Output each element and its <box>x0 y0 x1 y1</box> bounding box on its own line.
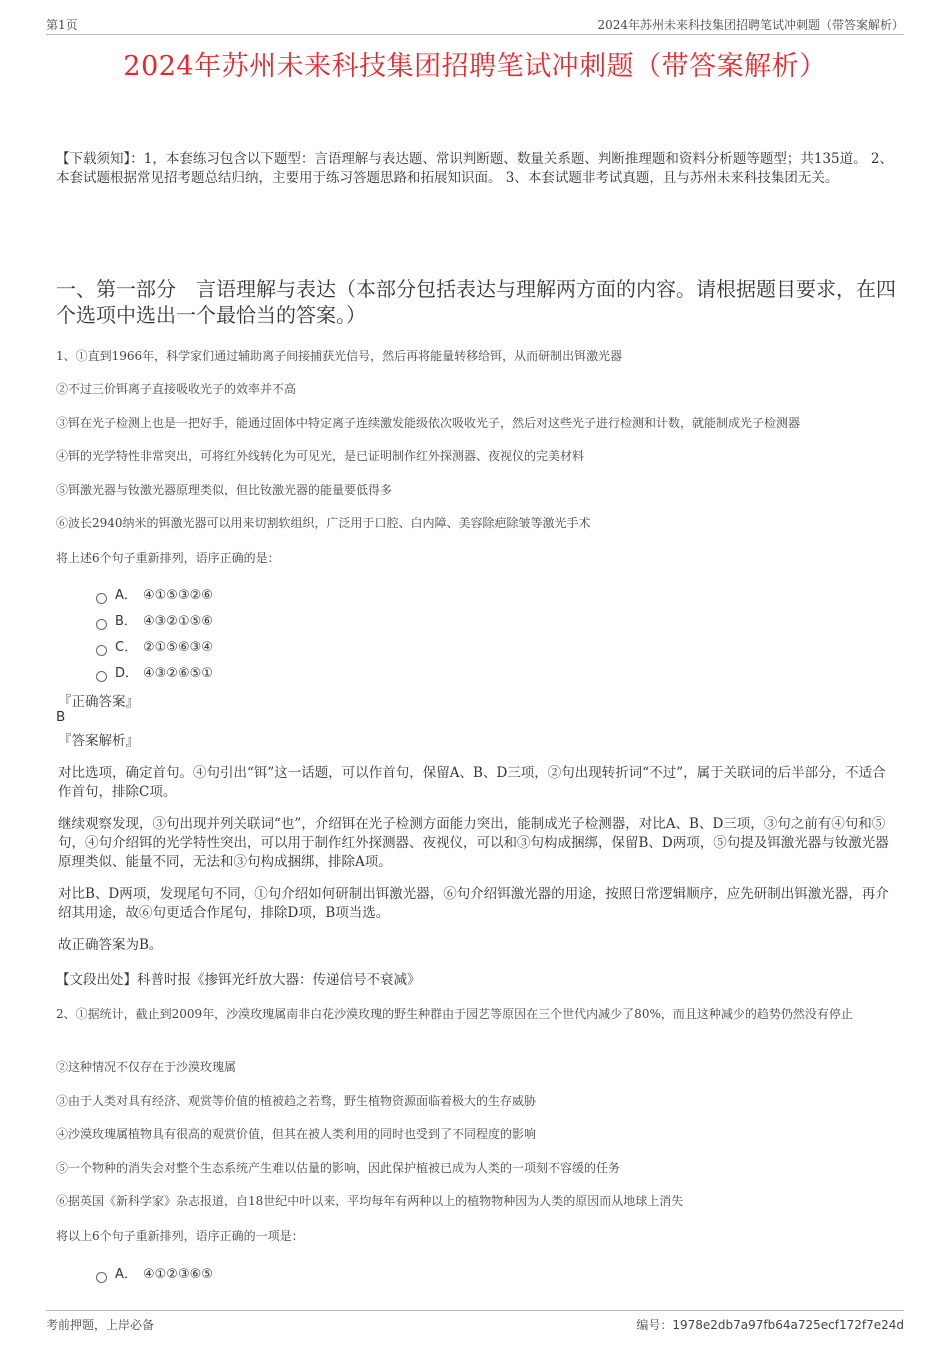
q2-sentence-5: ⑤一个物种的消失会对整个生态系统产生难以估量的影响，因此保护植被已成为人类的一项刻不容缓的任务 <box>56 1161 621 1175</box>
download-notice: 【下载须知】：1，本套练习包含以下题型：言语理解与表达题、常识判断题、数量关系题、判断推理题和资料分析题等题型；共135道。 2、本套试题根据常见招考题总结归纳，主要用于练习答题思路和拓展知识面。 3、本套试题非考试真题，且与苏州未来科技集团无关。 <box>56 151 893 186</box>
q1-sentence-1: 1、①直到1966年，科学家们通过辅助离子间接捕获光信号，然后再将能量转移给铒，从而研制出铒激光器 <box>56 349 623 363</box>
q2-sentence-3: ③由于人类对具有经济、观赏等价值的植被趋之若骛，野生植物资源面临着极大的生存威胁 <box>56 1094 537 1108</box>
analysis-paragraph-3: 对比B、D两项，发现尾句不同，①句介绍如何研制出铒激光器，⑥句介绍铒激光器的用途，按照日常逻辑顺序，应先研制出铒激光器，再介绍其用途，故⑥句更适合作尾句，排除D项，B项当选。 <box>58 886 889 921</box>
radio-icon[interactable] <box>96 671 107 682</box>
page-header <box>46 14 904 35</box>
page-number: 第1页 <box>46 18 78 32</box>
radio-icon[interactable] <box>96 619 107 630</box>
q1-option-d[interactable]: D． ④③②⑥⑤① <box>96 662 213 681</box>
section-title: 一、第一部分 言语理解与表达（本部分包括表达与理解两方面的内容。请根据题目要求，在四个选项中选出一个最恰当的答案。） <box>56 277 896 327</box>
radio-icon[interactable] <box>96 645 107 656</box>
q2-sentence-6: ⑥据英国《新科学家》杂志报道，自18世纪中叶以来，平均每年有两种以上的植物物种因为人类的原因而从地球上消失 <box>56 1194 684 1208</box>
q1-sentence-2: ②不过三价铒离子直接吸收光子的效率并不高 <box>56 382 297 396</box>
radio-icon[interactable] <box>96 593 107 604</box>
q1-sentence-5: ⑤铒激光器与钕激光器原理类似，但比钕激光器的能量要低得多 <box>56 483 393 497</box>
q1-option-c[interactable]: C． ②①⑤⑥③④ <box>96 636 213 655</box>
q2-prompt: 将以上6个句子重新排列，语序正确的一项是： <box>56 1229 304 1243</box>
q2-option-a[interactable]: A． ④①②③⑥⑤ <box>96 1263 213 1282</box>
q1-option-b[interactable]: B． ④③②①⑤⑥ <box>96 610 213 629</box>
q2-sentence-2: ②这种情况不仅存在于沙漠玫瑰属 <box>56 1060 237 1074</box>
radio-icon[interactable] <box>96 1272 107 1283</box>
document-id: 编号：1978e2db7a97fb64a725ecf172f7e24d <box>636 1318 904 1332</box>
source-citation: 【文段出处】科普时报《掺铒光纤放大器：传递信号不衰减》 <box>56 972 421 988</box>
answer-heading: 『正确答案』 <box>58 694 139 710</box>
document-title: 2024年苏州未来科技集团招聘笔试冲刺题（带答案解析） <box>123 51 827 82</box>
header-doc-title: 2024年苏州未来科技集团招聘笔试冲刺题（带答案解析） <box>597 18 904 32</box>
q2-sentence-1: 2、①据统计，截止到2009年，沙漠玫瑰属南非白花沙漠玫瑰的野生种群由于园艺等原因在三个世代内减少了80%，而且这种减少的趋势仍然没有停止 <box>56 1007 853 1021</box>
q1-option-a[interactable]: A． ④①⑤③②⑥ <box>96 584 213 603</box>
q1-sentence-3: ③铒在光子检测上也是一把好手，能通过固体中特定离子连续激发能级依次吸收光子，然后对这些光子进行检测和计数，就能制成光子检测器 <box>56 416 801 430</box>
page-footer <box>46 1310 904 1335</box>
analysis-paragraph-1: 对比选项，确定首句。④句引出“铒”这一话题，可以作首句，保留A、B、D三项，②句出现转折词“不过”，属于关联词的后半部分，不适合作首句，排除C项。 <box>58 765 886 800</box>
footer-slogan: 考前押题，上岸必备 <box>46 1318 155 1332</box>
q1-sentence-4: ④铒的光学特性非常突出，可将红外线转化为可见光，是已证明制作红外探测器、夜视仪的完美材料 <box>56 449 585 463</box>
q1-sentence-6: ⑥波长2940纳米的铒激光器可以用来切割软组织，广泛用于口腔、白内障、美容除疤除皱等激光手术 <box>56 516 591 530</box>
analysis-heading: 『答案解析』 <box>58 733 139 749</box>
analysis-paragraph-2: 继续观察发现，③句出现并列关联词“也”，介绍铒在光子检测方面能力突出，能制成光子检测器，对比A、B、D三项，③句之前有④句和⑤句，④句介绍铒的光学特性突出，可以用于制作红外探测器、夜视仪，可以和③句构成捆绑，保留B、D两项，⑤句提及铒激光器与钕激光器原理类似、能量不同，无法和③句构成捆绑，排除A项。 <box>58 816 889 870</box>
analysis-paragraph-4: 故正确答案为B。 <box>58 937 163 953</box>
correct-answer: B <box>56 709 66 725</box>
q2-sentence-4: ④沙漠玫瑰属植物具有很高的观赏价值，但其在被人类利用的同时也受到了不同程度的影响 <box>56 1127 537 1141</box>
q1-prompt: 将上述6个句子重新排列，语序正确的是： <box>56 551 280 565</box>
